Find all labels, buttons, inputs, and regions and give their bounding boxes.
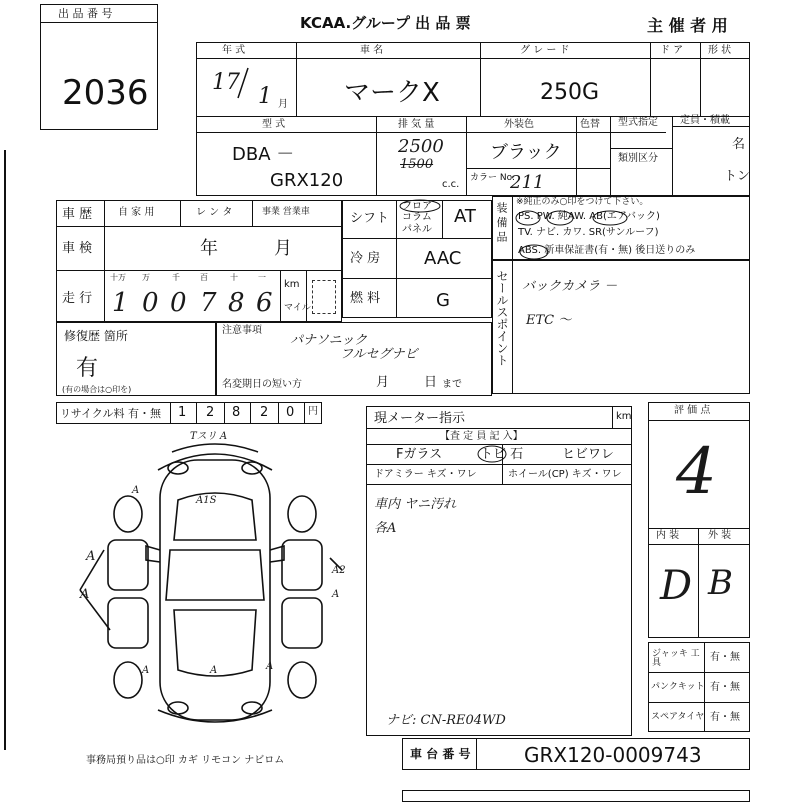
glass-crack: ヒビワレ <box>562 447 615 462</box>
sales-point-label: セールスポイント <box>495 270 509 366</box>
sales-point-line1: バックカメラ － <box>522 279 618 294</box>
damage-mark: A1S <box>196 495 217 506</box>
mileage-digit: 0 <box>170 288 187 318</box>
exterior-score: B <box>708 563 733 603</box>
ext-color-label: 外装色 <box>504 119 534 130</box>
capacity-persons: 名 <box>732 137 746 152</box>
year-label: 年 式 <box>222 45 246 56</box>
type-designation-label: 型式指定 <box>618 117 658 128</box>
displacement-label: 排 気 量 <box>398 119 435 130</box>
inspection-year-mark: 年 <box>200 238 218 259</box>
puncture-label: パンクキット <box>651 682 705 692</box>
mileage-km: km <box>284 279 300 290</box>
doors-label: ド ア <box>660 45 684 56</box>
damage-mark: A <box>210 665 218 676</box>
exterior-label: 外 装 <box>708 530 732 541</box>
mileage-digit: 6 <box>256 288 273 318</box>
model-prefix: DBA － <box>232 144 295 165</box>
office-note: 事務局預り品は○印 カギ リモコン ナビロム <box>86 755 285 766</box>
organizer-label: 主 催 者 用 <box>647 16 728 35</box>
shift-option-floor: フロア <box>402 201 432 212</box>
shift-option-column: コラム <box>402 212 432 223</box>
recycle-label: リサイクル料 有・無 <box>60 407 161 420</box>
interior-label: 内 装 <box>656 530 680 541</box>
inspection-label: 車 検 <box>62 241 93 256</box>
history-label: 車 歴 <box>62 207 93 222</box>
mileage-label: 走 行 <box>62 291 93 306</box>
digit-label: 十 <box>230 273 238 282</box>
sales-point-line2: ETC ～ <box>526 313 572 328</box>
damage-mark: Tスリ A <box>190 431 228 442</box>
meter-label: 現メーター指示 <box>374 411 466 426</box>
equipment-label: 装 備 品 <box>495 202 508 242</box>
history-business: 事業 営業車 <box>262 207 310 217</box>
month-suffix: 月 <box>278 99 288 110</box>
expiry-day: 日 <box>424 375 438 390</box>
fuel-label: 燃 料 <box>350 291 381 306</box>
equipment-line1: PS. PW. 純AW. AB(エアバック) <box>518 211 660 222</box>
glass-value: トビ 石 <box>480 447 524 462</box>
color-no-value: 211 <box>510 172 545 193</box>
damage-mark: A <box>132 485 140 496</box>
vehicle-name: マークX <box>344 78 440 108</box>
damage-mark: A2 <box>332 565 346 576</box>
ac-label: 冷 房 <box>350 251 381 266</box>
mileage-digit: 8 <box>228 288 245 318</box>
score-label: 評 価 点 <box>674 405 711 416</box>
year-slash-icon <box>236 66 250 100</box>
repair-label: 修復歴 箇所 <box>64 329 128 343</box>
repair-note: (有の場合は○印を) <box>62 385 132 394</box>
shift-label: シフト <box>350 211 390 226</box>
mile-checkbox[interactable] <box>312 280 336 314</box>
digit-label: 万 <box>142 273 150 282</box>
inspection-month-mark: 月 <box>274 238 292 259</box>
equipment-line3: ABS. 新車保証書(有・無) 後日送りのみ <box>518 245 696 256</box>
ac-value: AAC <box>424 248 462 269</box>
model-code: GRX120 <box>270 170 344 191</box>
chassis-number: GRX120-0009743 <box>524 743 702 767</box>
notes-line2: フルセグナビ <box>340 347 418 362</box>
damage-mark: A <box>80 587 90 602</box>
damage-mark: A <box>266 661 274 672</box>
car-diagram <box>60 430 360 740</box>
jack-label: ジャッキ 工 具 <box>652 649 700 668</box>
damage-mark: A <box>86 549 96 564</box>
ext-color-value: ブラック <box>490 142 562 163</box>
color-no-label: カラー No. <box>470 173 515 183</box>
history-private: 自 家 用 <box>118 207 155 218</box>
chassis-label: 車 台 番 号 <box>410 747 471 761</box>
color-change-label: 色替 <box>580 119 600 130</box>
lot-number: 2036 <box>62 73 149 113</box>
navi-model: ナビ: CN-RE04WD <box>386 713 506 728</box>
digit-label: 千 <box>172 273 180 282</box>
bottom-box <box>402 790 750 802</box>
glass-label: Fガラス <box>396 447 443 462</box>
body-label: 形 状 <box>708 45 732 56</box>
damage-mark: A <box>142 665 150 676</box>
glass-circle-icon <box>476 444 508 464</box>
score-value: 4 <box>676 435 717 509</box>
spare-label: スペアタイヤ <box>651 712 705 722</box>
year-value: 17 <box>212 70 240 95</box>
equipment-note: ※純正のみ○印をつけて下さい。 <box>516 197 649 207</box>
inspector-label: 【査 定 員 記 入】 <box>440 431 523 442</box>
mileage-digit: 7 <box>200 288 217 318</box>
shift-option-panel: パネル <box>402 224 432 235</box>
recycle-digit: 8 <box>232 405 241 420</box>
model-label: 型 式 <box>262 119 286 130</box>
recycle-digit: 2 <box>260 405 269 420</box>
damage-mark: A <box>332 589 340 600</box>
spare-choice: 有・無 <box>710 712 740 723</box>
interior-score: D <box>660 563 693 609</box>
equipment-circles-icon <box>514 206 664 262</box>
digit-label: 十万 <box>110 273 126 282</box>
capacity-tons: トン <box>724 169 751 184</box>
recycle-digit: 0 <box>286 405 295 420</box>
mileage-digit: 1 <box>112 288 129 318</box>
lot-label: 出 品 番 号 <box>58 7 113 20</box>
inspection-comment2: 各A <box>374 521 397 536</box>
mileage-digit: 0 <box>142 288 159 318</box>
floor-circle-icon <box>398 198 442 214</box>
grade-label: グ レ ー ド <box>520 45 570 56</box>
recycle-yen: 円 <box>308 406 318 417</box>
meter-km: km <box>616 411 632 422</box>
equipment-line2: TV. ナビ. カワ. SR(サンルーフ) <box>518 227 659 238</box>
cc-label: c.c. <box>442 179 460 190</box>
history-rental: レ ン タ <box>196 207 233 218</box>
grade-value: 250G <box>540 80 600 105</box>
notes-label: 注意事項 <box>222 325 262 336</box>
wheel-label: ホイール(CP) キズ・ワレ <box>508 469 622 480</box>
expiry-month: 月 <box>376 375 390 390</box>
jack-choice: 有・無 <box>710 652 740 663</box>
expiry-label: 名変期日の短い方 <box>222 379 302 390</box>
recycle-digit: 1 <box>178 405 187 420</box>
fuel-value: G <box>436 290 450 311</box>
brand-title: KCAA.グループ 出 品 票 <box>300 14 471 32</box>
month-value: 1 <box>258 84 272 109</box>
digit-label: 百 <box>200 273 208 282</box>
digit-label: 一 <box>258 273 266 282</box>
notes-line1: パナソニック <box>290 333 368 348</box>
repair-value: 有 <box>76 356 99 381</box>
capacity-label: 定員・積載 <box>680 115 730 126</box>
mirror-label: ドアミラー キズ・ワレ <box>374 469 477 480</box>
displacement-struck: 1500 <box>400 157 434 172</box>
category-label: 類別区分 <box>618 153 658 164</box>
expiry-until: まで <box>442 379 462 390</box>
name-label: 車 名 <box>360 45 384 56</box>
shift-value: AT <box>454 206 476 227</box>
puncture-choice: 有・無 <box>710 682 740 693</box>
displacement-value: 2500 <box>398 136 444 157</box>
recycle-digit: 2 <box>206 405 215 420</box>
inspection-comment1: 車内 ヤニ汚れ <box>374 497 457 512</box>
mileage-mile: マイル <box>284 303 311 313</box>
